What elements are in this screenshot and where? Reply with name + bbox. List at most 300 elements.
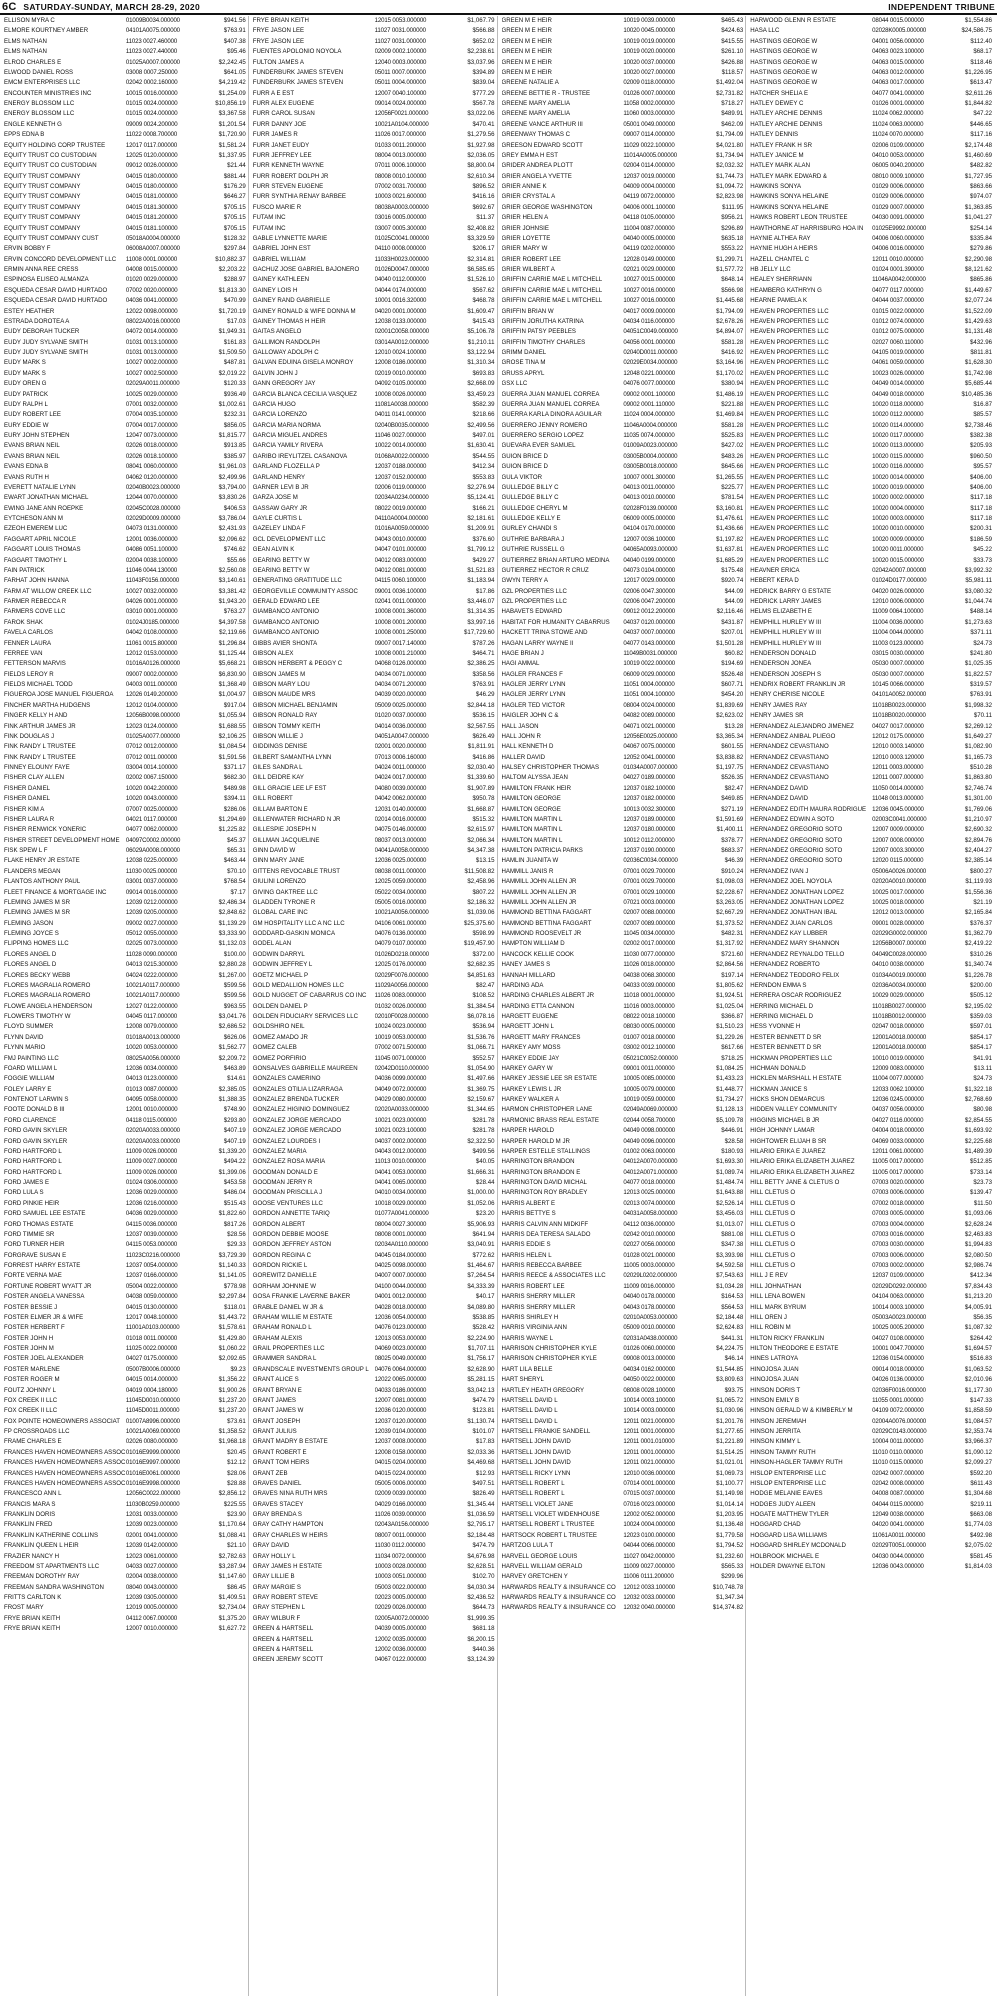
tax-amount: $2,628.90	[467, 1365, 495, 1373]
tax-amount: $2,314.81	[467, 255, 495, 263]
owner-name: HEAVEN PROPERTIES LLC	[750, 328, 829, 336]
parcel-number: 11009 0026.000000	[125, 1168, 178, 1176]
listing-row	[502, 1116, 746, 1126]
tax-amount: $1,362.79	[964, 930, 992, 937]
listing-row	[4, 265, 248, 275]
owner-name: GOLDEN DANIEL P	[252, 1002, 308, 1010]
owner-name: FLOWERS TIMOTHY W	[4, 1013, 71, 1020]
tax-amount: $11.37	[476, 214, 495, 222]
tax-amount: $1,907.89	[467, 784, 495, 792]
owner-name: HIDDEN VALLEY COMMUNITY	[750, 1106, 838, 1114]
listing-row	[502, 898, 746, 908]
owner-name: GAZELEY LINDA F	[252, 525, 306, 533]
listing-row	[502, 307, 746, 317]
owner-name: HARGETT MARY FRANCES	[501, 1033, 581, 1041]
listing-row	[4, 566, 248, 576]
listing-row	[253, 1448, 497, 1458]
tax-amount: $881.08	[721, 1230, 744, 1238]
tax-amount: $3,122.94	[467, 349, 495, 356]
parcel-number: 04013 0123.000000	[125, 1075, 178, 1083]
owner-name: GOETZ MICHAEL P	[252, 971, 309, 979]
tax-amount: $1,098.03	[716, 878, 744, 886]
owner-name: HERNANDEZ ANIBAL PLIEGO	[750, 732, 836, 740]
owner-name: HILL CLETUS O	[750, 1241, 796, 1249]
parcel-number: 10020 0011.000000	[872, 546, 924, 554]
parcel-number: 02040B0035.000000	[374, 421, 429, 429]
owner-name: GARCIA HUGO	[252, 400, 296, 408]
tax-amount: $3,040.91	[467, 1241, 495, 1249]
parcel-number: 08025 0049.000000	[374, 1355, 427, 1363]
parcel-number: 04011 0141.000000	[374, 411, 426, 419]
tax-amount: $800.27	[969, 867, 992, 875]
owner-name: EUDY DEBORAH TUCKER	[4, 328, 80, 336]
owner-name: FREEDOM ST APARTMENTS LLC	[4, 1562, 100, 1570]
listing-row	[4, 275, 248, 285]
parcel-number: 12037 0190.000000	[623, 847, 676, 854]
parcel-number: 03005B0004.000000	[623, 452, 678, 460]
listing-row	[4, 587, 248, 597]
tax-amount: $1,858.59	[964, 1407, 992, 1415]
owner-name: HILL CLETUS O	[750, 1251, 796, 1259]
tax-amount: $45.22	[973, 546, 992, 554]
owner-name: HEAVEN PROPERTIES LLC	[750, 317, 829, 325]
tax-amount: $854.17	[969, 1044, 992, 1052]
parcel-number: 02034A0110.000000	[374, 1241, 429, 1249]
owner-name: HARRIS DEA TERESA SALADO	[501, 1230, 591, 1238]
owner-name: HERNANDEZ REYNALDO TELLO	[750, 950, 845, 958]
listing-row	[750, 1292, 994, 1302]
listing-row	[502, 1448, 746, 1458]
owner-name: HEAVEN PROPERTIES LLC	[750, 400, 829, 408]
listing-row	[4, 545, 248, 555]
tax-amount: $21.10	[227, 1542, 246, 1550]
listing-row	[4, 1074, 248, 1084]
owner-name: FINGER KELLY H AND	[4, 712, 68, 720]
owner-name: GRAY WILBUR F	[252, 1614, 301, 1622]
listing-row	[253, 1614, 497, 1624]
tax-amount: $10,748.78	[712, 1583, 744, 1591]
owner-name: HERNANDEZ GREGORIO SOTO	[750, 857, 843, 865]
tax-amount: $2,184.48	[467, 1531, 495, 1539]
tax-amount: $1,344.65	[467, 1106, 495, 1114]
listing-row	[750, 462, 994, 472]
parcel-number: 04044 0037.000000	[872, 297, 924, 305]
owner-name: GRAY DAVID	[252, 1542, 290, 1550]
listing-row	[4, 338, 248, 348]
owner-name: HINES LATROYA	[750, 1355, 799, 1363]
parcel-number: 11046A0042.000000	[872, 276, 926, 284]
parcel-number: 11061A0011.000000	[872, 1531, 926, 1539]
listing-row	[4, 1105, 248, 1115]
listing-row	[502, 846, 746, 856]
listing-row	[502, 1469, 746, 1479]
tax-amount: $1,254.09	[218, 89, 246, 97]
listing-row	[750, 1002, 994, 1012]
tax-amount: $839.04	[472, 79, 495, 87]
owner-name: FURR JAMES R	[252, 131, 298, 139]
listing-row	[750, 908, 994, 918]
listing-row	[502, 109, 746, 119]
parcel-number: 12012 0033.100000	[623, 1583, 676, 1591]
parcel-number: 10019 0020.000000	[623, 48, 676, 56]
listing-row	[750, 794, 994, 804]
parcel-number: 04004 0018.000000	[872, 1127, 924, 1135]
tax-amount: $494.22	[223, 1158, 246, 1166]
tax-amount: $2,499.96	[218, 473, 246, 481]
tax-amount: $1,363.85	[964, 203, 992, 211]
parcel-number: 10023 0026.000000	[872, 369, 924, 377]
listing-row	[4, 514, 248, 524]
listing-row	[502, 1593, 746, 1603]
listing-row	[253, 919, 497, 929]
owner-name: GONSALVES GABRIELLE MAUREEN	[252, 1064, 358, 1072]
parcel-number: 04077 0018.000000	[623, 1179, 676, 1186]
owner-name: FOLEY LARRY E	[4, 1085, 52, 1093]
tax-amount: $166.21	[472, 504, 495, 512]
owner-name: GREENE VANCE ARTHUR III	[501, 120, 583, 128]
tax-amount: $5,668.21	[218, 660, 246, 668]
parcel-number: 12037 0019.000000	[623, 172, 676, 180]
tax-amount: $598.99	[472, 930, 495, 937]
listing-row	[253, 182, 497, 192]
parcel-number: 04036 0041.000000	[125, 297, 178, 305]
owner-name: HAWKINS SONYA HELAINE	[750, 203, 829, 211]
tax-amount: $465.43	[721, 17, 744, 24]
issue-date: SATURDAY-SUNDAY, MARCH 28-29, 2020	[23, 1, 200, 12]
listing-row	[253, 711, 497, 721]
listing-row	[502, 1406, 746, 1416]
tax-amount: $960.50	[969, 452, 992, 460]
tax-amount: $382.38	[969, 432, 992, 439]
owner-name: GRAY BRENDA S	[252, 1511, 302, 1518]
tax-amount: $28.58	[724, 1137, 744, 1145]
owner-name: GILBERT SAMANTHA LYNN	[252, 753, 332, 761]
listing-row	[502, 825, 746, 835]
tax-amount: $865.86	[969, 276, 992, 284]
listing-row	[253, 1033, 497, 1043]
parcel-number: 03007 0005.300000	[374, 224, 427, 232]
listing-row	[750, 338, 994, 348]
listing-row	[750, 120, 994, 130]
tax-amount: $376.60	[472, 535, 495, 543]
parcel-number: 10003 0021.600000	[374, 193, 427, 201]
listing-row	[4, 1209, 248, 1219]
tax-amount: $1,237.20	[218, 1407, 246, 1415]
listing-row	[4, 1199, 248, 1209]
listing-row	[253, 99, 497, 109]
tax-amount: $763.91	[969, 691, 992, 699]
tax-amount: $1,093.06	[964, 1210, 992, 1218]
tax-amount: $1,779.58	[716, 1531, 744, 1539]
tax-amount: $2,986.74	[964, 1262, 992, 1269]
listing-row	[750, 369, 994, 379]
owner-name: GRAY CHARLES W HEIRS	[252, 1531, 328, 1539]
tax-amount: $1,822.60	[218, 1210, 246, 1218]
tax-amount: $2,894.76	[964, 836, 992, 844]
tax-amount: $25,375.60	[464, 919, 495, 927]
listing-row	[502, 1002, 746, 1012]
listing-row	[253, 773, 497, 783]
parcel-number: 02003C0041.000000	[872, 815, 927, 823]
owner-name: HEAVEN PROPERTIES LLC	[750, 349, 829, 356]
owner-name: GRAVES DANIEL	[252, 1479, 302, 1487]
listing-row	[253, 47, 497, 57]
listing-row	[502, 784, 746, 794]
owner-name: HABAVETS EDWARD	[501, 608, 563, 616]
parcel-number: 02025 0073.000000	[125, 940, 178, 948]
listing-row	[4, 701, 248, 711]
listing-row	[750, 244, 994, 254]
tax-amount: $218.66	[472, 411, 495, 419]
owner-name: FARM AT WILLOW CREEK LLC	[4, 587, 92, 595]
parcel-number: 11034 0072.000000	[374, 1552, 426, 1560]
owner-name: HILL CLETUS O	[750, 1220, 796, 1228]
tax-amount: $4,894.07	[716, 328, 744, 336]
tax-amount: $648.14	[721, 276, 744, 284]
owner-name: GREEN & HARTSELL	[252, 1645, 314, 1653]
parcel-number: 12039 0205.000000	[125, 909, 178, 917]
tax-amount: $1,822.57	[964, 670, 992, 678]
listing-row	[750, 192, 994, 202]
parcel-number: 12039 0305.000000	[125, 1594, 178, 1601]
owner-name: HATLEY DEWEY C	[750, 100, 804, 107]
parcel-number: 04069 0023.000000	[374, 1345, 427, 1352]
owner-name: HATLEY ARCHIE DENNIS	[750, 120, 823, 128]
owner-name: HEAVEN PROPERTIES LLC	[750, 338, 829, 346]
parcel-number: 07016 0023.000000	[623, 1500, 676, 1508]
tax-amount: $1,514.25	[716, 1448, 744, 1456]
listing-row	[4, 1624, 248, 1634]
parcel-number: 07003 0006.000000	[872, 1251, 924, 1259]
listing-row	[750, 1406, 994, 1416]
listing-row	[4, 182, 248, 192]
owner-name: GREEN M E HEIR	[501, 68, 552, 76]
listing-row	[750, 172, 994, 182]
parcel-number: 11030 0077.000000	[623, 950, 675, 958]
tax-amount: $607.71	[721, 681, 744, 688]
tax-amount: $24,586.75	[961, 27, 992, 35]
tax-amount: $881.44	[223, 172, 246, 180]
tax-amount: $446.65	[969, 120, 992, 128]
parcel-number: 04067 0122.000000	[374, 1656, 427, 1664]
tax-amount: $599.56	[223, 992, 246, 1000]
listing-row	[253, 680, 497, 690]
parcel-number: 04115 0053.000000	[125, 1241, 178, 1249]
tax-amount: $1,084.54	[218, 743, 246, 751]
parcel-number: 04031A0058.000000	[623, 1210, 678, 1218]
listing-row	[502, 773, 746, 783]
listing-row	[502, 618, 746, 628]
tax-amount: $200.00	[969, 981, 992, 989]
tax-amount: $164.53	[721, 1293, 744, 1301]
listing-row	[253, 659, 497, 669]
owner-name: FORD LULA S	[4, 1189, 44, 1197]
tax-amount: $359.03	[969, 1013, 992, 1020]
owner-name: EQUITY TRUST COMPANY	[4, 183, 81, 190]
owner-name: HAMMOND ROOSEVELT JR	[501, 930, 582, 937]
tax-amount: $2,228.67	[716, 888, 744, 896]
owner-name: HEAVEN PROPERTIES LLC	[750, 452, 829, 460]
owner-name: HEAVEN PROPERTIES LLC	[750, 390, 829, 398]
parcel-number: 08041 0060.000000	[125, 463, 178, 471]
tax-amount: $1,060.22	[218, 1345, 246, 1352]
owner-name: GAINEY LOIS H	[252, 286, 298, 294]
parcel-number: 10007 0001.300000	[623, 473, 676, 481]
listing-row	[750, 711, 994, 721]
parcel-number: 04104 0170.000000	[623, 525, 676, 533]
listing-row	[4, 1448, 248, 1458]
owner-name: HAGLER TED VICTOR	[501, 701, 565, 709]
listing-row	[750, 1282, 994, 1292]
owner-name: HARRISON CHRISTOPHER KYLE	[501, 1355, 597, 1363]
tax-amount: $705.15	[223, 214, 246, 222]
tax-amount: $3,287.94	[218, 1562, 246, 1570]
listing-row	[4, 825, 248, 835]
parcel-number: 12015 0053.000000	[374, 17, 427, 24]
tax-amount: $20.45	[227, 1448, 246, 1456]
parcel-number: 04112 0036.000000	[623, 1220, 675, 1228]
owner-name: HALL JOHN R	[501, 732, 541, 740]
tax-amount: $526.35	[721, 774, 744, 782]
owner-name: GAINEY RAND GABRIELLE	[252, 297, 331, 305]
listing-row	[750, 1105, 994, 1115]
parcel-number: 10024 0004.000000	[623, 1521, 676, 1529]
listing-row	[253, 1054, 497, 1064]
owner-name: FURR STEVEN EUGENE	[252, 183, 324, 190]
owner-name: FRANCES HAVEN HOMEOWNERS ASSOC	[4, 1448, 126, 1456]
owner-name: GOODMAN PRISCILLA J	[252, 1189, 323, 1197]
tax-amount: $3,042.13	[467, 1386, 495, 1394]
listing-row	[502, 1292, 746, 1302]
owner-name: GODDARD-GASKIN MONICA	[252, 930, 336, 937]
listing-row	[4, 1437, 248, 1447]
owner-name: FOSTER JOHN H	[4, 1334, 54, 1342]
tax-amount: $525.83	[721, 432, 744, 439]
tax-amount: $23.20	[475, 1210, 495, 1218]
owner-name: HILL ROBIN M	[750, 1324, 791, 1332]
listing-row	[253, 1261, 497, 1271]
listing-row	[502, 255, 746, 265]
listing-row	[502, 1230, 746, 1240]
listing-row	[253, 338, 497, 348]
tax-amount: $1,226.95	[964, 68, 992, 76]
listing-row	[253, 26, 497, 36]
parcel-number: 10021A0069.000000	[125, 1428, 180, 1435]
owner-name: FLORES ANGEL D	[4, 950, 57, 958]
parcel-number: 01031 0013.000000	[125, 349, 178, 356]
parcel-number: 04015 0204.000000	[374, 1459, 427, 1467]
tax-amount: $1,226.78	[964, 971, 992, 979]
parcel-number: 08030 0005.000000	[623, 1023, 676, 1031]
owner-name: GUTHRIE RUSSELL G	[501, 546, 565, 554]
parcel-number: 05004 0022.000000	[125, 1282, 178, 1290]
tax-amount: $1,039.06	[467, 909, 495, 917]
listing-row	[4, 1178, 248, 1188]
tax-amount: $101.07	[472, 1428, 495, 1435]
listing-row	[253, 1458, 497, 1468]
tax-amount: $2,734.04	[218, 1604, 246, 1612]
parcel-number: 11060 0003.000000	[623, 110, 675, 118]
listing-row	[750, 1531, 994, 1541]
listing-row	[253, 1168, 497, 1178]
owner-name: HAZELL CHANTEL C	[750, 255, 810, 263]
owner-name: ERVIN CONCORD DEVELOPMENT LLC	[4, 255, 117, 263]
owner-name: HARWARDS REALTY & INSURANCE CO	[501, 1583, 616, 1591]
parcel-number: 04008 0087.000000	[872, 1490, 924, 1498]
parcel-number: 02020A0010.000000	[872, 878, 927, 886]
owner-name: FINNEY ELOUNY FAYE	[4, 764, 70, 771]
tax-amount: $1,267.00	[218, 971, 246, 979]
listing-row	[750, 26, 994, 36]
owner-name: ESTEY HEATHER	[4, 307, 55, 315]
tax-amount: $432.96	[969, 338, 992, 346]
owner-name: GRIER HELEN A	[501, 214, 549, 222]
listing-row	[502, 1520, 746, 1530]
owner-name: HATLEY MARK EDWARD &	[750, 172, 827, 180]
parcel-number: 04076 0136.000000	[374, 930, 427, 937]
listing-row	[750, 784, 994, 794]
listing-row	[4, 659, 248, 669]
listing-row	[750, 130, 994, 140]
tax-amount: $241.80	[969, 649, 992, 657]
tax-amount: $2,628.51	[467, 1562, 495, 1570]
listing-row	[502, 441, 746, 451]
parcel-number: 12011 0001.000000	[623, 1428, 675, 1435]
parcel-number: 01032 0026.000000	[374, 1002, 427, 1010]
owner-name: HARPER HAROLD M JR	[501, 1137, 570, 1145]
parcel-number: 10019 0019.000000	[623, 37, 676, 45]
owner-name: GRAHAM WILLIE M ESTATE	[252, 1313, 333, 1321]
parcel-number: 12052 0041.000000	[623, 753, 676, 761]
listing-row	[253, 1199, 497, 1209]
owner-name: GOLDEN FIDUCIARY SERVICES LLC	[252, 1013, 359, 1020]
listing-row	[253, 78, 497, 88]
listing-row	[502, 1105, 746, 1115]
tax-amount: $407.19	[223, 1127, 246, 1135]
listing-row	[502, 224, 746, 234]
listing-row	[502, 161, 746, 171]
tax-amount: $281.78	[472, 1116, 495, 1124]
owner-name: GONZALEZ ROSA MARIA	[252, 1158, 326, 1166]
owner-name: EQUITY TRUST COMPANY CUST	[4, 234, 99, 242]
owner-name: HEAVEN PROPERTIES LLC	[750, 483, 829, 491]
parcel-number: 05001 0049.000000	[623, 120, 676, 128]
owner-name: FREEMAN DOROTHY RAY	[4, 1573, 80, 1581]
owner-name: HAWKINS SONYA	[750, 183, 802, 190]
owner-name: HILL CLETUS O	[750, 1189, 796, 1197]
listing-row	[253, 224, 497, 234]
parcel-number: 02026 0080.000000	[125, 1438, 178, 1446]
owner-name: GUERRERO SERGIO LOPEZ	[501, 432, 584, 439]
owner-name: HINSON TAMMY RUTH	[750, 1448, 816, 1456]
parcel-number: 02009 0002.100000	[374, 48, 427, 56]
tax-amount: $492.98	[969, 1531, 992, 1539]
parcel-number: 02021 0029.000000	[623, 266, 676, 273]
tax-amount: $281.78	[472, 1127, 495, 1135]
owner-name: EQUITY TRUST COMPANY	[4, 193, 81, 201]
listing-row	[4, 452, 248, 462]
owner-name: FLORES BECKY WEBB	[4, 971, 71, 979]
owner-name: FOX CREEK II LLC	[4, 1407, 58, 1415]
listing-row	[750, 753, 994, 763]
owner-name: GALVIN JOHN J	[252, 369, 298, 377]
tax-amount: $1,094.72	[716, 183, 744, 190]
listing-row	[750, 1137, 994, 1147]
owner-name: FLEMING JASON	[4, 919, 54, 927]
listing-row	[253, 483, 497, 493]
listing-row	[4, 89, 248, 99]
listing-row	[253, 722, 497, 732]
